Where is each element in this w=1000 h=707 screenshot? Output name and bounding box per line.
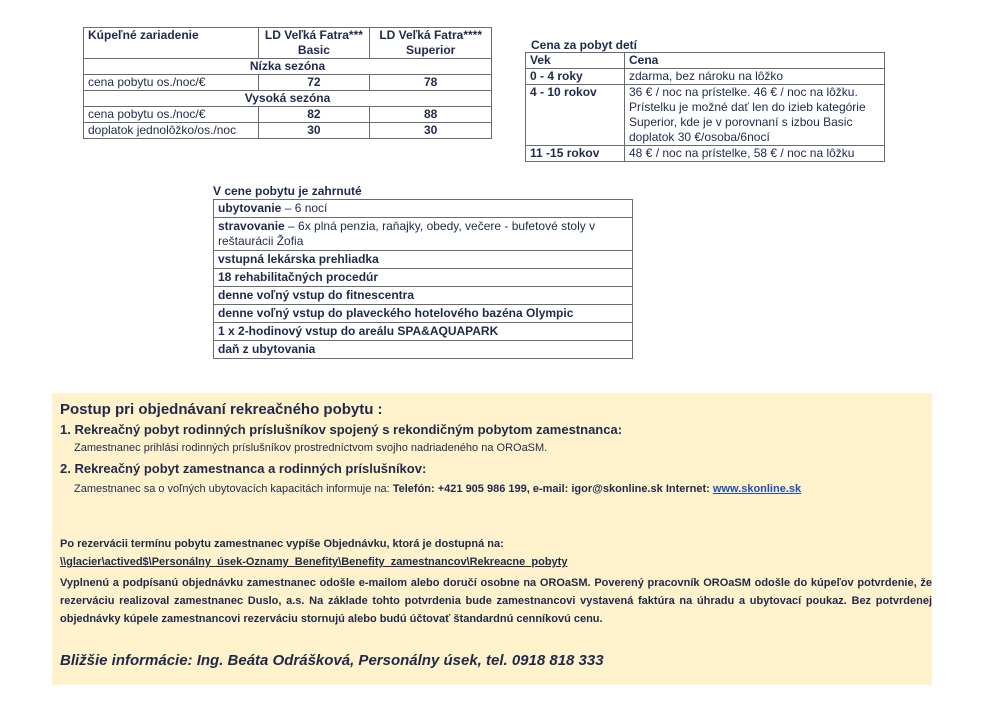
season-high-heading: Vysoká sezóna: [84, 91, 492, 107]
kids-header-price: Cena: [625, 53, 885, 69]
list-item: [214, 218, 633, 251]
list-item: [214, 341, 633, 359]
table-header-facility: Kúpeľné zariadenie: [84, 28, 259, 59]
price-superior: 30: [370, 123, 492, 139]
kids-price: zdarma, bez nároku na lôžko: [625, 69, 885, 85]
kids-table: [525, 52, 885, 162]
price-superior: 88: [370, 107, 492, 123]
list-item: [214, 251, 633, 269]
kids-header-age: Vek: [526, 53, 625, 69]
kids-table-title: Cena za pobyt detí: [531, 38, 638, 52]
price-basic: 82: [258, 107, 370, 123]
reservation-text: Po rezervácii termínu pobytu zamestnanec vypíše Objednávku, ktorá je dostupná na:: [60, 538, 504, 550]
price-superior: 78: [370, 75, 492, 91]
order-title: Postup pri objednávaní rekreačného pobytu :: [60, 401, 383, 418]
row-label: doplatok jednolôžko/os./noc: [84, 123, 259, 139]
included-item: daň z ubytovania: [218, 342, 316, 356]
included-table: [213, 199, 633, 359]
order-procedure-box: [52, 393, 932, 685]
step1-text: Zamestnanec prihlási rodinných príslušníkov prostredníctvom svojho nadriadeného na OROaSM.: [74, 442, 548, 454]
kids-age: 0 - 4 roky: [526, 69, 625, 85]
included-item: stravovanie: [218, 219, 285, 233]
list-item: [214, 287, 633, 305]
kids-price: 36 € / noc na prístelke. 46 € / noc na lôžku. Prístelku je možné dať len do izieb kategórie Superior, kde je v porovnaní s izbou Basic doplatok 30 €/osoba/6nocí: [625, 85, 885, 146]
kids-price: 48 € / noc na prístelke, 58 € / noc na lôžku: [625, 146, 885, 162]
step2-text: [74, 483, 801, 495]
included-item-detail: – 6x plná penzia, raňajky, obedy, večere - bufetové stoly v reštaurácii Žofia: [218, 219, 596, 248]
table-row: [526, 69, 885, 85]
included-item: vstupná lekárska prehliadka: [218, 252, 379, 266]
price-basic: 30: [258, 123, 370, 139]
more-info: Bližšie informácie: Ing. Beáta Odrášková, Personálny úsek, tel. 0918 818 333: [60, 652, 604, 669]
reservation-body: Vyplnenú a podpísanú objednávku zamestnanec odošle e-mailom alebo doručí osobne na OROaSM. Poverený pracovník OROaSM odošle do kúpeľov potvrdenie, že rezerváciu realizoval zamestnanec Duslo, a.s. Na základe tohto potvrdenia bude zamestnancovi vystavená faktúra na úhradu a ubytovací poukaz. Bez potvrdenej objednávky kúpele zamestnancovi rezerváciu stornujú alebo budú účtovať štandardnú cenníkovú cenu.: [60, 577, 932, 625]
included-item: ubytovanie: [218, 201, 282, 215]
step2-title: 2. Rekreačný pobyt zamestnanca a rodinných príslušníkov:: [60, 461, 427, 476]
step2-intro: Zamestnanec sa o voľných ubytovacích kapacitách informuje na:: [74, 483, 393, 495]
table-header-superior: LD Veľká Fatra**** Superior: [370, 28, 492, 59]
row-label: cena pobytu os./noc/€: [84, 107, 259, 123]
row-label: cena pobytu os./noc/€: [84, 75, 259, 91]
table-row: [84, 107, 492, 123]
included-item: 1 x 2-hodinový vstup do areálu SPA&AQUAPARK: [218, 324, 499, 338]
table-header-basic: LD Veľká Fatra*** Basic: [258, 28, 370, 59]
included-title: V cene pobytu je zahrnuté: [213, 184, 362, 198]
kids-age: 11 -15 rokov: [526, 146, 625, 162]
list-item: [214, 305, 633, 323]
table-row: [84, 75, 492, 91]
included-item: denne voľný vstup do fitnescentra: [218, 288, 414, 302]
reservation-path[interactable]: \\glacier\actived$\Personálny_úsek-Oznamy_Benefity\Benefity_zamestnancov\Rekreacne_pobyty: [60, 556, 568, 568]
step1-title: 1. Rekreačný pobyt rodinných príslušníkov spojený s rekondičným pobytom zamestnanca:: [60, 422, 623, 437]
list-item: [214, 269, 633, 287]
included-item-detail: – 6 nocí: [281, 201, 328, 215]
season-low-heading: Nízka sezóna: [84, 59, 492, 75]
contact-info: Telefón: +421 905 986 199, e-mail: igor@skonline.sk Internet:: [392, 483, 713, 495]
price-basic: 72: [258, 75, 370, 91]
table-row: [526, 146, 885, 162]
website-link[interactable]: www.skonline.sk: [712, 483, 802, 495]
list-item: [214, 323, 633, 341]
price-table: [83, 27, 492, 139]
included-item: denne voľný vstup do plaveckého hotelového bazéna Olympic: [218, 306, 574, 320]
included-item: 18 rehabilitačných procedúr: [218, 270, 379, 284]
table-row: [526, 85, 885, 146]
list-item: [214, 200, 633, 218]
table-row: [84, 123, 492, 139]
kids-age: 4 - 10 rokov: [526, 85, 625, 146]
